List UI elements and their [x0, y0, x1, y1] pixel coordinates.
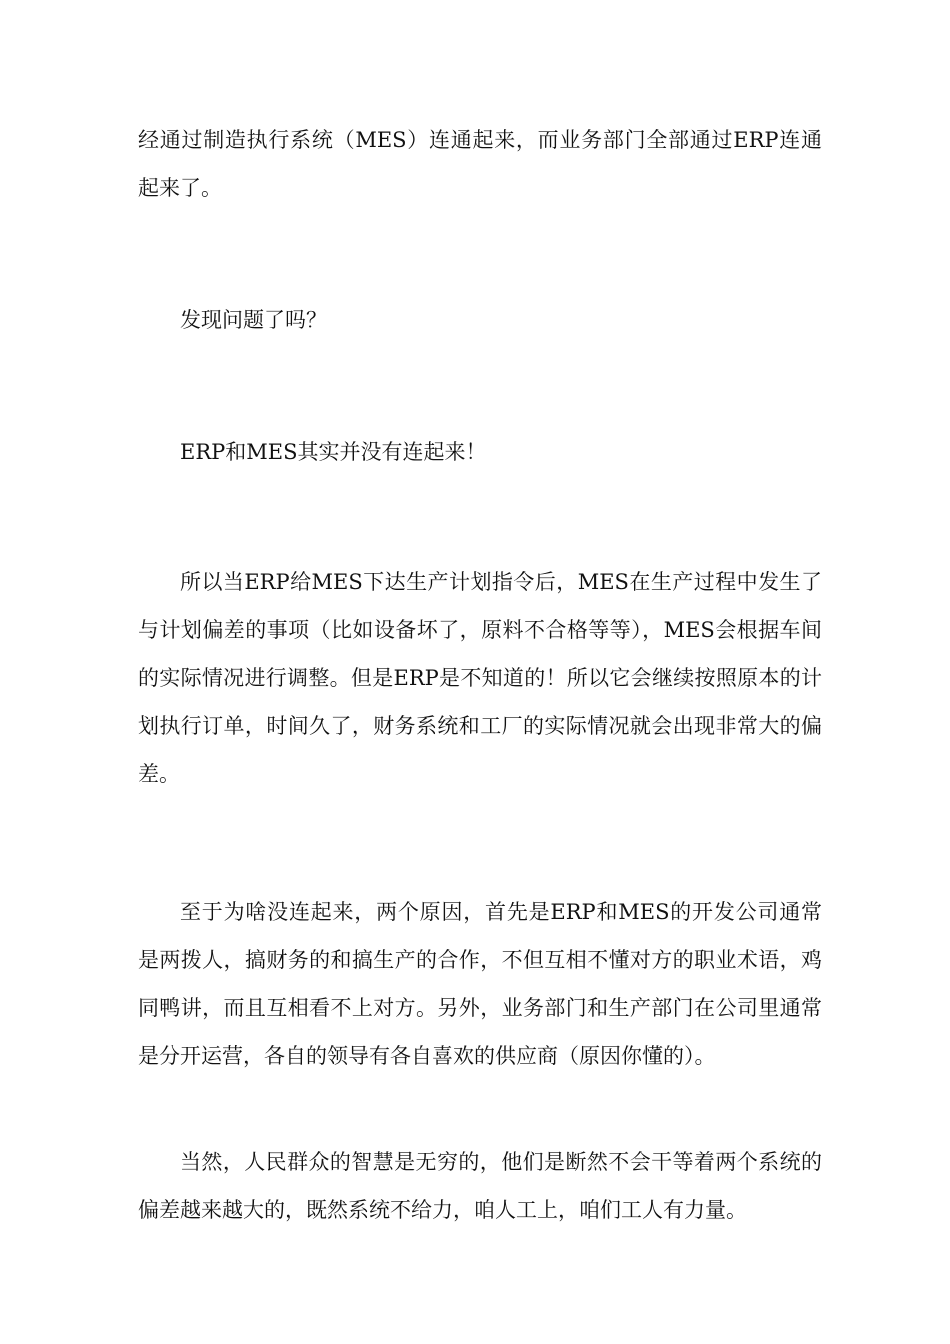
paragraph-deviation-explanation: 所以当ERP给MES下达生产计划指令后，MES在生产过程中发生了与计划偏差的事项（比如设备坏了，原料不合格等等），MES会根据车间的实际情况进行调整。但是ERP是不知道的！所以它会继续按照原本的计划执行订单，时间久了，财务系统和工厂的实际情况就会出现非常大的偏差。 — [138, 570, 822, 786]
paragraph-not-connected: ERP和MES其实并没有连起来！ — [180, 440, 487, 464]
paragraph-reasons: 至于为啥没连起来，两个原因，首先是ERP和MES的开发公司通常是两拨人，搞财务的和搞生产的合作，不但互相不懂对方的职业术语，鸡同鸭讲，而且互相看不上对方。另外，业务部门和生产部门在公司里通常是分开运营，各自的领导有各自喜欢的供应商（原因你懂的）。 — [138, 900, 822, 1068]
paragraph-mes-erp-connection: 经通过制造执行系统（MES）连通起来，而业务部门全部通过ERP连通起来了。 — [138, 128, 822, 200]
paragraph-question: 发现问题了吗？ — [180, 308, 327, 332]
paragraph-workers-solution: 当然，人民群众的智慧是无穷的，他们是断然不会干等着两个系统的偏差越来越大的，既然系统不给力，咱人工上，咱们工人有力量。 — [138, 1150, 822, 1222]
